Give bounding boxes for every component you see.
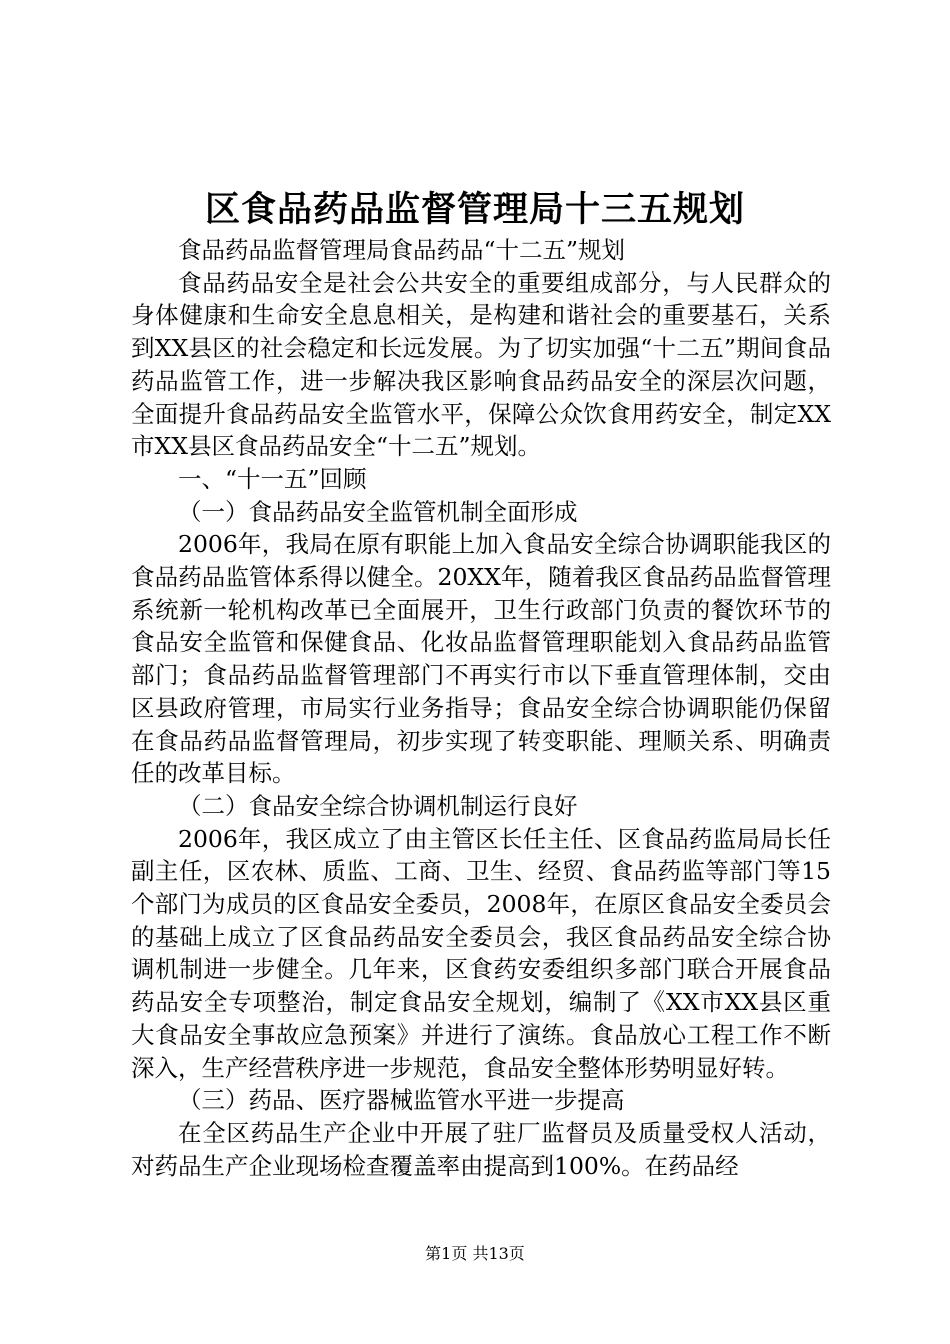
subsection-heading: （三）药品、医疗器械监管水平进一步提高	[178, 1086, 625, 1115]
paragraph: 2006年，我区成立了由主管区长任主任、区食品药监局局长任副主任，区农林、质监、工商、卫生、经贸、食品药监等部门等15个部门为成员的区食品安全委员，2008年，在原区食品安全委员会的基础上成立了区食品药品安全委员会，我区食品药品安全综合协调机制进一步健全。几年来，区食药安委组织多部门联合开展食品药品安全专项整治，制定食品安全规划，编制了《XX市XX县区重大食品安全事故应急预案》并进行了演练。食品放心工程工作不断深入，生产经营秩序进一步规范，食品安全整体形势明显好转。	[131, 824, 831, 1082]
paragraph: 在全区药品生产企业中开展了驻厂监督员及质量受权人活动，对药品生产企业现场检查覆盖率由提高到100%。在药品经	[131, 1118, 831, 1180]
section-heading: 一、“十一五”回顾	[178, 464, 367, 493]
paragraph-intro: 食品药品安全是社会公共安全的重要组成部分，与人民群众的身体健康和生命安全息息相关，是构建和谐社会的重要基石，关系到XX县区的社会稳定和长远发展。为了切实加强“十二五”期间食品药品监管工作，进一步解决我区影响食品药品安全的深层次问题，全面提升食品药品安全监管水平，保障公众饮食用药安全，制定XX市XX县区食品药品安全“十二五”规划。	[131, 268, 831, 461]
paragraph-subtitle: 食品药品监督管理局食品药品“十二五”规划	[178, 236, 626, 264]
document-title: 区食品药品监督管理局十三五规划	[204, 189, 745, 230]
subsection-heading: （一）食品药品安全监管机制全面形成	[178, 497, 578, 526]
paragraph: 2006年，我局在原有职能上加入食品安全综合协调职能我区的食品药品监管体系得以健全。20XX年，随着我区食品药品监督管理系统新一轮机构改革已全面展开，卫生行政部门负责的餐饮环节的食品安全监管和保健食品、化妆品监督管理职能划入食品药品监管部门；食品药品监督管理部门不再实行市以下垂直管理体制，交由区县政府管理，市局实行业务指导；食品安全综合协调职能仍保留在食品药品监督管理局，初步实现了转变职能、理顺关系、明确责任的改革目标。	[131, 530, 831, 788]
page-footer: 第1页 共13页	[425, 1244, 525, 1263]
subsection-heading: （二）食品安全综合协调机制运行良好	[178, 791, 578, 820]
document-body	[131, 234, 831, 1182]
